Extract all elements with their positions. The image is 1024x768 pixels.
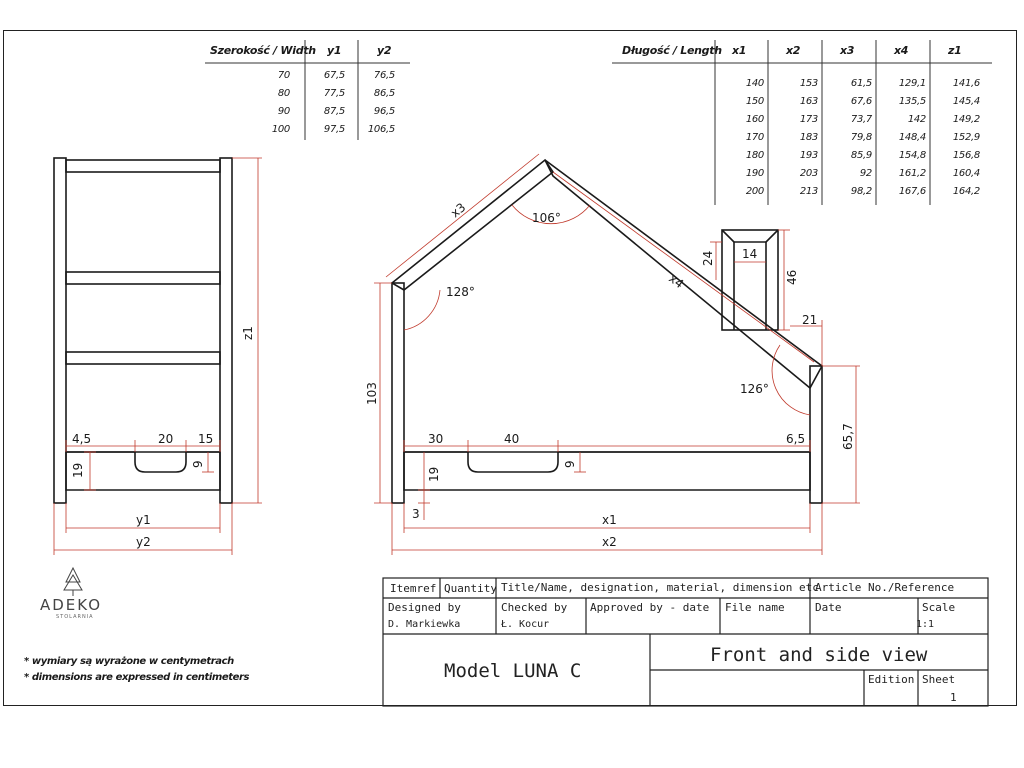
length-table-header-0: Długość / Length — [622, 44, 722, 57]
length-row-0-c1: 153 — [799, 78, 818, 89]
length-row-6-c3: 167,6 — [898, 186, 926, 197]
front-dimensions — [54, 158, 262, 555]
width-row-3-c0: 100 — [271, 124, 290, 135]
length-row-3-c3: 148,4 — [898, 132, 926, 143]
length-row-1-c3: 135,5 — [898, 96, 926, 107]
side-dim-30: 30 — [428, 432, 444, 446]
front-view — [54, 158, 232, 503]
tb-itemref: Itemref — [390, 582, 437, 595]
side-dim-x2: x2 — [602, 535, 617, 549]
length-row-2-c2: 73,7 — [850, 114, 872, 125]
length-row-0-c4: 141,6 — [952, 78, 980, 89]
length-row-0-c3: 129,1 — [898, 78, 926, 89]
length-row-0-c2: 61,5 — [850, 78, 872, 89]
tb-designed-by-value: D. Markiewka — [388, 619, 461, 630]
tb-title-name: Title/Name, designation, material, dimension etc — [501, 581, 819, 594]
length-table-header-2: x2 — [786, 44, 801, 57]
width-row-1-c0: 80 — [277, 88, 290, 99]
length-row-2-c1: 173 — [799, 114, 818, 125]
length-row-6-c0: 200 — [745, 186, 764, 197]
length-row-3-c0: 170 — [745, 132, 764, 143]
side-dim-x3: x3 — [448, 200, 469, 221]
front-dim-z1: z1 — [241, 326, 255, 340]
side-dim-3: 3 — [412, 507, 420, 521]
length-row-5-c0: 190 — [745, 168, 764, 179]
tb-article: Article No./Reference — [815, 581, 955, 594]
length-row-2-c3: 142 — [907, 114, 926, 125]
tb-edition-label: Edition — [868, 673, 915, 686]
title-block-lines — [383, 578, 988, 706]
front-dim-45: 4,5 — [72, 432, 92, 446]
brand-sub: STOLARNIA — [56, 614, 94, 620]
tb-sheet-label: Sheet — [922, 673, 956, 686]
front-dim-19: 19 — [71, 462, 85, 478]
side-dim-9: 9 — [563, 460, 577, 468]
side-dim-14: 14 — [742, 247, 758, 261]
width-table-header-1: y1 — [327, 44, 342, 57]
side-dim-65: 6,5 — [786, 432, 806, 446]
length-row-6-c1: 213 — [799, 186, 818, 197]
length-row-3-c1: 183 — [799, 132, 818, 143]
side-dim-19: 19 — [427, 466, 441, 482]
front-dim-y2: y2 — [136, 535, 151, 549]
note-polish: * wymiary są wyrażone w centymetrach — [24, 656, 234, 667]
width-row-3-c1: 97,5 — [323, 124, 345, 135]
side-angle-128: 128° — [446, 285, 475, 299]
width-row-1-c2: 86,5 — [373, 88, 395, 99]
side-dim-x4: x4 — [666, 271, 687, 292]
front-dim-20: 20 — [158, 432, 174, 446]
tb-model: Model LUNA C — [444, 660, 582, 682]
side-dim-46: 46 — [785, 269, 799, 285]
length-row-1-c1: 163 — [799, 96, 818, 107]
tb-quantity: Quantity — [444, 582, 497, 595]
length-row-6-c2: 98,2 — [850, 186, 872, 197]
length-row-1-c2: 67,6 — [850, 96, 872, 107]
length-table-header-4: x4 — [894, 44, 909, 57]
width-table-header-2: y2 — [377, 44, 392, 57]
side-dim-657: 65,7 — [841, 423, 855, 450]
front-dim-15: 15 — [198, 432, 214, 446]
width-row-2-c0: 90 — [277, 106, 290, 117]
tb-view-title: Front and side view — [710, 644, 928, 666]
length-row-6-c4: 164,2 — [952, 186, 980, 197]
length-row-4-c0: 180 — [745, 150, 764, 161]
brand-logo: ADEKO — [40, 596, 103, 614]
length-row-5-c2: 92 — [859, 168, 872, 179]
length-row-4-c2: 85,9 — [850, 150, 872, 161]
length-table-header-5: z1 — [948, 44, 962, 57]
length-row-5-c3: 161,2 — [898, 168, 926, 179]
length-table-header-3: x3 — [840, 44, 855, 57]
side-angle-106: 106° — [532, 211, 561, 225]
length-row-4-c3: 154,8 — [898, 150, 926, 161]
length-table-header-1: x1 — [732, 44, 747, 57]
width-row-0-c0: 70 — [277, 70, 290, 81]
length-row-5-c4: 160,4 — [952, 168, 980, 179]
tb-checked-by-value: Ł. Kocur — [501, 619, 550, 630]
tb-scale-value: 1:1 — [916, 619, 935, 630]
length-row-4-c4: 156,8 — [952, 150, 980, 161]
length-row-0-c0: 140 — [745, 78, 764, 89]
length-row-1-c4: 145,4 — [952, 96, 980, 107]
length-row-3-c4: 152,9 — [952, 132, 980, 143]
side-dim-103: 103 — [365, 382, 379, 405]
width-row-2-c2: 96,5 — [373, 106, 395, 117]
tb-designed-by-label: Designed by — [388, 601, 461, 614]
length-row-2-c0: 160 — [745, 114, 764, 125]
length-row-3-c2: 79,8 — [850, 132, 872, 143]
side-dim-x1: x1 — [602, 513, 617, 527]
width-row-2-c1: 87,5 — [323, 106, 345, 117]
side-dim-40: 40 — [504, 432, 520, 446]
tb-date-label: Date — [815, 601, 842, 614]
length-row-4-c1: 193 — [799, 150, 818, 161]
note-english: * dimensions are expressed in centimeters — [24, 672, 250, 683]
tb-file-name-label: File name — [725, 601, 785, 614]
length-row-2-c4: 149,2 — [952, 114, 980, 125]
width-row-1-c1: 77,5 — [323, 88, 345, 99]
side-dim-24: 24 — [701, 250, 715, 266]
side-angle-126: 126° — [740, 382, 769, 396]
front-dim-9: 9 — [191, 460, 205, 468]
length-row-1-c0: 150 — [745, 96, 764, 107]
tb-checked-by-label: Checked by — [501, 601, 568, 614]
length-row-5-c1: 203 — [799, 168, 818, 179]
front-dim-y1: y1 — [136, 513, 151, 527]
width-row-0-c2: 76,5 — [373, 70, 395, 81]
tb-approved-label: Approved by - date — [590, 601, 710, 614]
width-row-0-c1: 67,5 — [323, 70, 345, 81]
tree-icon — [64, 568, 82, 596]
tb-sheet-value: 1 — [950, 691, 957, 704]
width-row-3-c2: 106,5 — [367, 124, 395, 135]
side-dim-21: 21 — [802, 313, 818, 327]
tb-scale-label: Scale — [922, 601, 956, 614]
width-table-header-0: Szerokość / Width — [210, 44, 316, 57]
